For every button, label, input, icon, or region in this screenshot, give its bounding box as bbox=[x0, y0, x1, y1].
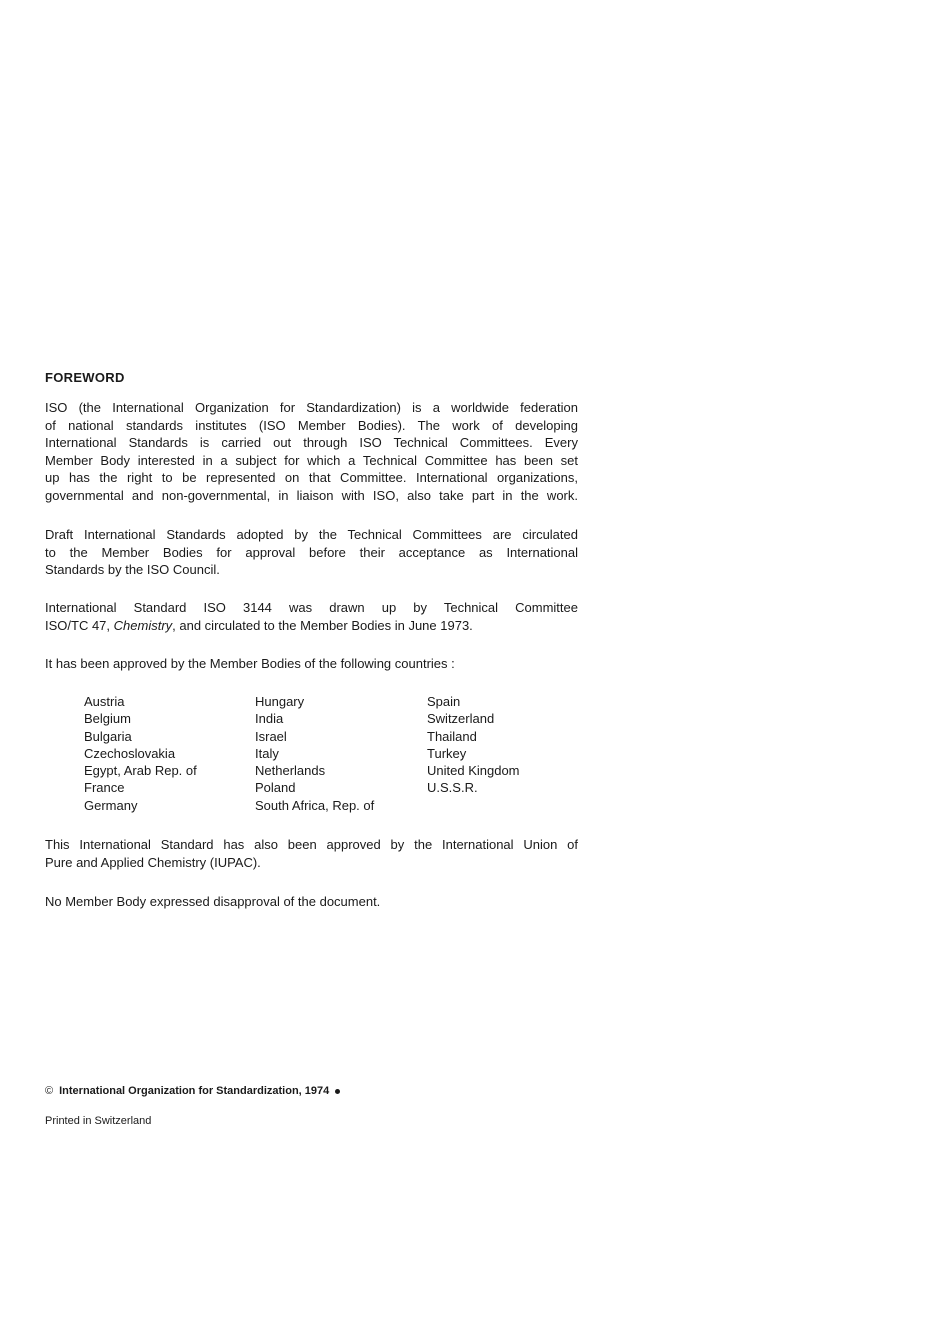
country-item: Turkey bbox=[427, 745, 467, 761]
country-item: Italy bbox=[255, 745, 279, 761]
circulation-note: , and circulated to the Member Bodies in June 1973. bbox=[172, 617, 473, 633]
country-item: Bulgaria bbox=[84, 728, 132, 744]
foreword-paragraph-iso-3144 bbox=[45, 599, 578, 634]
country-item: United Kingdom bbox=[427, 763, 520, 779]
paragraph-line: This International Standard has also been approved by the International Union of bbox=[45, 837, 578, 852]
paragraph-line: ISO (the International Organization for Standardization) is a worldwide federation bbox=[45, 400, 578, 415]
foreword-paragraph-draft-standards bbox=[45, 526, 578, 579]
paragraph-line: Pure and Applied Chemistry (IUPAC). bbox=[45, 854, 261, 870]
country-item: Germany bbox=[84, 797, 138, 813]
country-item: South Africa, Rep. of bbox=[255, 797, 375, 813]
printed-in-notice: Printed in Switzerland bbox=[45, 1115, 152, 1127]
paragraph-line: governmental and non-governmental, in liaison with ISO, also take part in the work. bbox=[45, 487, 578, 503]
country-item: Austria bbox=[84, 694, 125, 709]
bullet-icon bbox=[335, 1089, 340, 1094]
copyright-icon: © bbox=[45, 1085, 54, 1097]
country-item: Thailand bbox=[427, 728, 477, 744]
copyright-text: International Organization for Standardization, 1974 bbox=[59, 1085, 330, 1097]
countries-column-1 bbox=[84, 693, 197, 814]
committee-ref: ISO/TC 47, bbox=[45, 617, 114, 633]
committee-title: Chemistry bbox=[113, 617, 173, 633]
paragraph-line: No Member Body expressed disapproval of the document. bbox=[45, 894, 381, 909]
foreword-paragraph-iso-intro bbox=[45, 399, 578, 505]
foreword-paragraph-approval bbox=[45, 655, 578, 673]
foreword-heading: FOREWORD bbox=[45, 370, 125, 385]
paragraph-line: International Standards is carried out through ISO Technical Committees. Every bbox=[45, 435, 578, 451]
paragraph-line: International Standard ISO 3144 was drawn up by Technical Committee bbox=[45, 600, 578, 615]
country-item: Switzerland bbox=[427, 711, 495, 727]
foreword-paragraph-disapproval bbox=[45, 893, 578, 911]
countries-column-2 bbox=[255, 693, 374, 814]
country-item: Netherlands bbox=[255, 763, 326, 779]
country-item: Spain bbox=[427, 694, 461, 709]
paragraph-line: up has the right to be represented on that Committee. International organizations, bbox=[45, 470, 578, 486]
country-item: India bbox=[255, 711, 284, 727]
paragraph-line: Standards by the ISO Council. bbox=[45, 562, 220, 578]
copyright-notice bbox=[45, 1085, 340, 1097]
countries-column-3 bbox=[427, 693, 520, 797]
paragraph-line: It has been approved by the Member Bodies of the following countries : bbox=[45, 656, 455, 671]
country-item: Israel bbox=[255, 728, 287, 744]
paragraph-line: Draft International Standards adopted by the Technical Committees are circulated bbox=[45, 527, 578, 542]
country-item: Czechoslovakia bbox=[84, 745, 176, 761]
paragraph-line: of national standards institutes (ISO Member Bodies). The work of developing bbox=[45, 417, 578, 433]
paragraph-line: Member Body interested in a subject for which a Technical Committee has been set bbox=[45, 452, 578, 468]
country-item: Belgium bbox=[84, 711, 131, 727]
country-item: U.S.S.R. bbox=[427, 780, 478, 796]
country-item: Hungary bbox=[255, 694, 305, 709]
country-item: Poland bbox=[255, 780, 296, 796]
country-item: France bbox=[84, 780, 125, 796]
foreword-paragraph-iupac bbox=[45, 836, 578, 871]
country-item: Egypt, Arab Rep. of bbox=[84, 763, 197, 779]
paragraph-line: to the Member Bodies for approval before their acceptance as International bbox=[45, 544, 578, 560]
paragraph-line bbox=[45, 617, 578, 635]
